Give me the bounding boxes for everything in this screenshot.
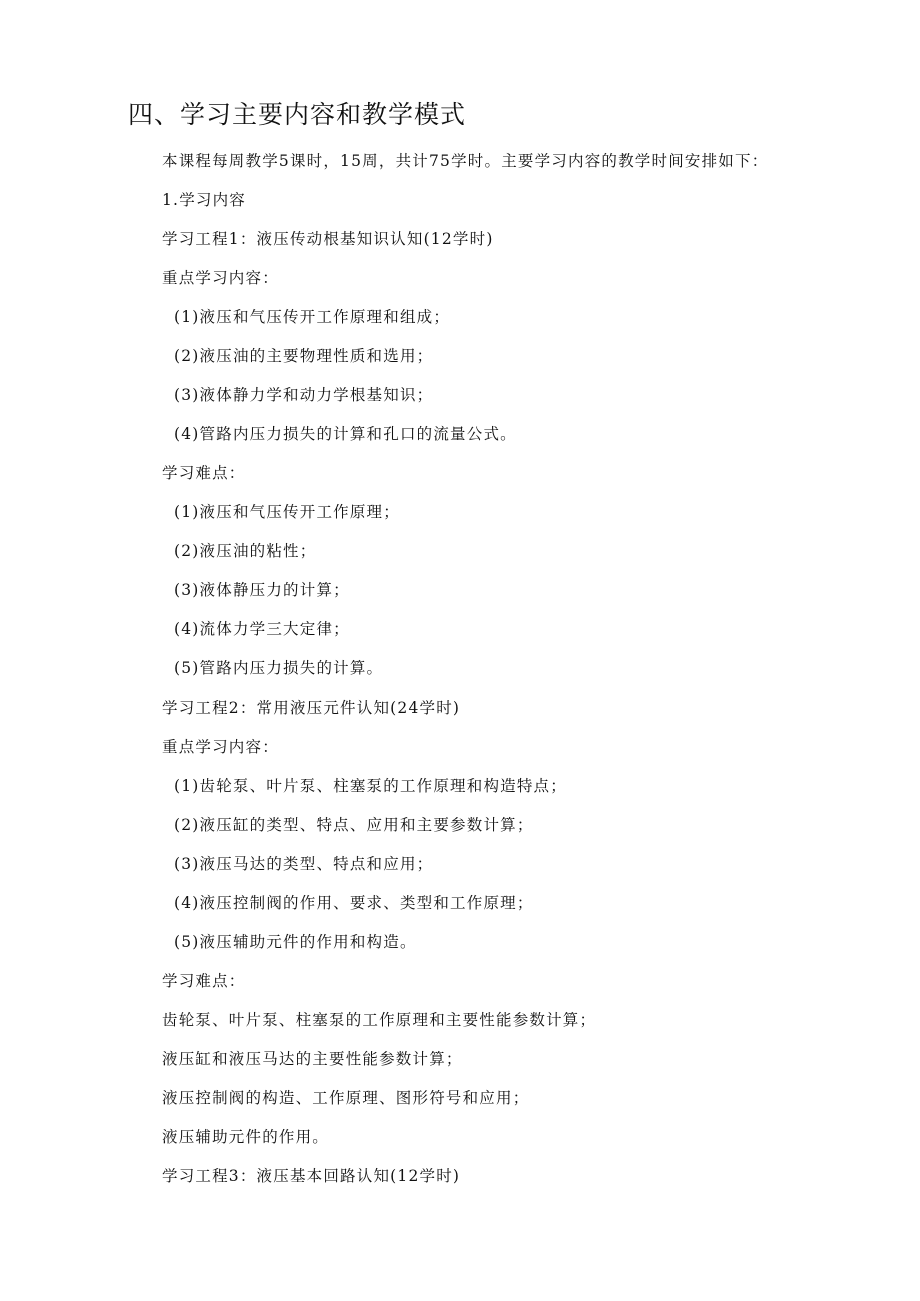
unit1-difficulty-item: (5)管路内压力损失的计算。: [174, 659, 384, 677]
unit1-difficulty-label: 学习难点：: [162, 464, 246, 482]
unit1-key-item: (2)液压油的主要物理性质和选用；: [174, 347, 434, 365]
unit1-key-label: 重点学习内容：: [162, 269, 279, 287]
unit3-title: 学习工程3：液压基本回路认知(12学时): [162, 1167, 461, 1185]
unit2-title: 学习工程2：常用液压元件认知(24学时): [162, 699, 461, 717]
unit2-key-item: (5)液压辅助元件的作用和构造。: [174, 933, 417, 951]
unit2-key-item: (2)液压缸的类型、特点、应用和主要参数计算；: [174, 816, 534, 834]
unit2-difficulty-item: 液压辅助元件的作用。: [162, 1128, 330, 1146]
unit2-difficulty-label: 学习难点：: [162, 972, 246, 990]
unit1-difficulty-item: (1)液压和气压传开工作原理；: [174, 503, 400, 521]
unit1-title: 学习工程1：液压传动根基知识认知(12学时): [162, 230, 494, 248]
unit1-difficulty-item: (2)液压油的粘性；: [174, 542, 317, 560]
section-heading: 四、学习主要内容和教学模式: [128, 100, 467, 129]
unit2-key-label: 重点学习内容：: [162, 738, 279, 756]
unit1-key-item: (3)液体静力学和动力学根基知识；: [174, 386, 434, 404]
unit1-key-item: (4)管路内压力损失的计算和孔口的流量公式。: [174, 425, 517, 443]
unit2-difficulty-item: 液压缸和液压马达的主要性能参数计算；: [162, 1050, 463, 1068]
intro-paragraph: 本课程每周教学5课时，15周，共计75学时。主要学习内容的教学时间安排如下：: [162, 152, 769, 170]
unit2-key-item: (3)液压马达的类型、特点和应用；: [174, 855, 434, 873]
unit1-key-item: (1)液压和气压传开工作原理和组成；: [174, 308, 451, 326]
subsection-label: 1.学习内容: [162, 191, 246, 209]
unit2-key-item: (1)齿轮泵、叶片泵、柱塞泵的工作原理和构造特点；: [174, 777, 567, 795]
unit2-key-item: (4)液压控制阀的作用、要求、类型和工作原理；: [174, 894, 534, 912]
unit2-difficulty-item: 液压控制阀的构造、工作原理、图形符号和应用；: [162, 1089, 530, 1107]
unit2-difficulty-item: 齿轮泵、叶片泵、柱塞泵的工作原理和主要性能参数计算；: [162, 1011, 597, 1029]
unit1-difficulty-item: (4)流体力学三大定律；: [174, 620, 350, 638]
unit1-difficulty-item: (3)液体静压力的计算；: [174, 581, 350, 599]
